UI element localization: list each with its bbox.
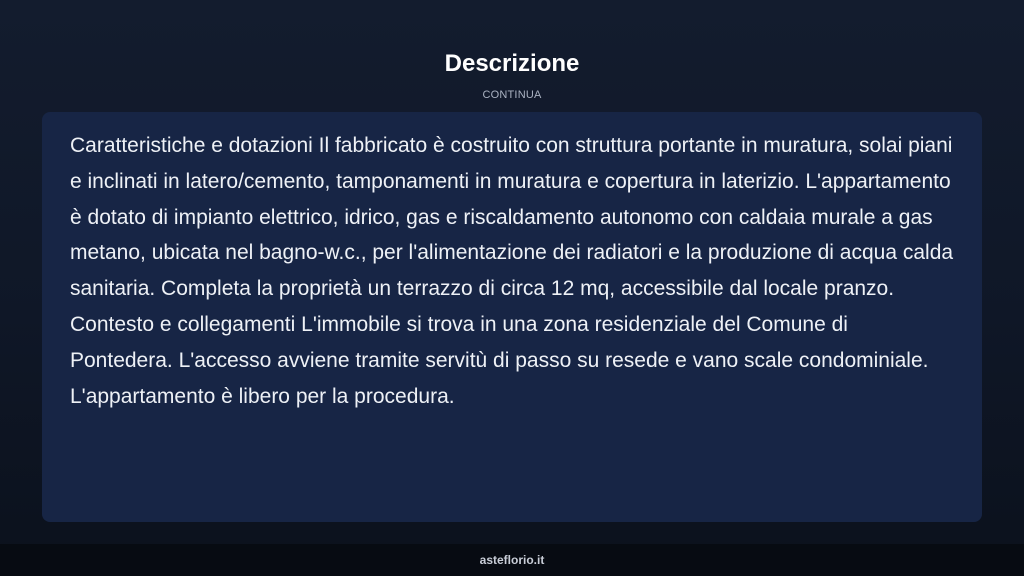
footer-bar	[0, 544, 1024, 576]
site-name: asteflorio.it	[479, 553, 545, 567]
page-header	[0, 48, 1024, 102]
page-title: Descrizione	[444, 50, 580, 77]
continua-label: CONTINUA	[482, 89, 542, 101]
description-text: Caratteristiche e dotazioni Il fabbricato è costruito con struttura portante in muratura, solai piani e inclinati in latero/cemento, tamponamenti in muratura e copertura in laterizio. L'appartamento è dotato di impianto elettrico, idrico, gas e riscaldamento autonomo con caldaia murale a gas metano, ubicata nel bagno-w.c., per l'alimentazione dei radiatori e la produzione di acqua calda sanitaria. Completa la proprietà un terrazzo di circa 12 mq, accessibile dal locale pranzo. Contesto e collegamenti L'immobile si trova in una zona residenziale del Comune di Pontedera. L'accesso avviene tramite servitù di passo su resede e vano scale condominiale. L'appartamento è libero per la procedura.	[70, 134, 954, 408]
description-card	[42, 112, 982, 522]
